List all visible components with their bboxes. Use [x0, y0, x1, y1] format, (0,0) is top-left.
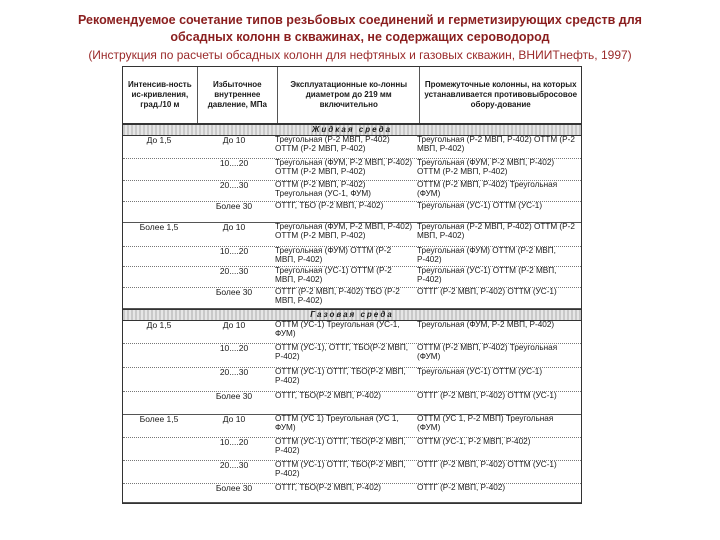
curvature-cell [123, 484, 195, 502]
intermediate-casing-cell: Треугольная (УС-1) ОТТМ (УС-1) [417, 201, 543, 210]
header-intermediate-casing: Промежуточные колонны, на которых устанавливается противовыбросовое обору-дование [424, 80, 578, 109]
pressure-cell: 10....20 [219, 437, 249, 447]
table-row [123, 288, 581, 309]
table-row [123, 368, 581, 392]
pressure-cell: До 10 [222, 320, 246, 330]
intermediate-casing-cell: ОТТГ (Р-2 МВП, Р-402) ОТТМ (УС-1) [417, 460, 557, 469]
curvature-cell [123, 267, 195, 287]
curvature-cell: До 1,5 [146, 320, 172, 330]
pressure-cell: 10....20 [219, 343, 249, 353]
curvature-cell [123, 247, 195, 266]
production-casing-cell: Треугольная (ФУМ) ОТТМ (Р-2 МВП, Р-402) [275, 246, 392, 264]
intermediate-casing-cell: Треугольная (ФУМ, Р-2 МВП, Р-402) [417, 320, 555, 329]
curvature-cell [123, 344, 195, 367]
intermediate-casing-cell: Треугольная (ФУМ, Р-2 МВП, Р-402) ОТТМ (Р-2 МВП, Р-402) [417, 158, 555, 176]
production-casing-cell: Треугольная (Р-2 МВП, Р-402) ОТТМ (Р-2 МВП, Р-402) [275, 135, 390, 153]
production-casing-cell: ОТТМ (УС-1) Треугольная (УС-1, ФУМ) [275, 320, 400, 338]
title-line-2: обсадных колонн в скважинах, не содержащих сероводород [170, 30, 550, 44]
intermediate-casing-cell: ОТТМ (УС 1, Р-2 МВП) Треугольная (ФУМ) [417, 414, 554, 432]
production-casing-cell: ОТТМ (УС-1) ОТТГ, ТБО(Р-2 МВП, Р-402) [275, 460, 406, 478]
curvature-cell [123, 461, 195, 483]
production-casing-cell: Треугольная (ФУМ, Р-2 МВП, Р-402) ОТТМ (Р-2 МВП, Р-402) [275, 158, 413, 176]
intermediate-casing-cell: ОТТГ (Р-2 МВП, Р-402) ОТТМ (УС-1) [417, 287, 557, 296]
pressure-cell: 20....30 [219, 460, 249, 470]
intermediate-casing-cell: Треугольная (УС-1) ОТТМ (УС-1) [417, 367, 543, 376]
table-row [123, 415, 581, 438]
curvature-cell [123, 159, 195, 180]
production-casing-cell: ОТТМ (УС-1) ОТТГ, ТБО(Р-2 МВП, Р-402) [275, 437, 406, 455]
title-line-1: Рекомендуемое сочетание типов резьбовых соединений и герметизирующих средств для [78, 13, 642, 27]
table-row [123, 344, 581, 368]
curvature-cell [123, 181, 195, 201]
intermediate-casing-cell: Треугольная (ФУМ) ОТТМ (Р-2 МВП, Р-402) [417, 246, 556, 264]
table-row [123, 484, 581, 503]
curvature-cell: До 1,5 [146, 135, 172, 145]
pressure-cell: 10....20 [219, 246, 249, 256]
table-body [123, 124, 581, 503]
intermediate-casing-cell: Треугольная (Р-2 МВП, Р-402) ОТТМ (Р-2 МВП, Р-402) [417, 222, 575, 240]
pressure-cell: 20....30 [219, 266, 249, 276]
pressure-cell: 10....20 [219, 158, 249, 168]
table-row [123, 321, 581, 344]
table-row [123, 159, 581, 181]
table-row [123, 267, 581, 288]
production-casing-cell: ОТТГ, ТБО(Р-2 МВП, Р-402) [275, 391, 382, 400]
recommendation-table [122, 66, 582, 504]
curvature-cell [123, 202, 195, 222]
table-row [123, 181, 581, 202]
curvature-cell [123, 392, 195, 414]
production-casing-cell: ОТТГ, ТБО (Р-2 МВП, Р-402) [275, 201, 384, 210]
production-casing-cell: ОТТМ (УС-1), ОТТГ, ТБО(Р-2 МВП, Р-402) [275, 343, 409, 361]
pressure-cell: Более 30 [215, 201, 253, 211]
production-casing-cell: ОТТМ (Р-2 МВП, Р-402) Треугольная (УС-1, ФУМ) [275, 180, 371, 198]
production-casing-cell: Треугольная (ФУМ, Р-2 МВП, Р-402) ОТТМ (Р-2 МВП, Р-402) [275, 222, 413, 240]
pressure-cell: До 10 [222, 135, 246, 145]
intermediate-casing-cell: ОТТМ (Р-2 МВП, Р-402) Треугольная (ФУМ) [417, 343, 558, 361]
section-header: Жидкая среда [123, 124, 581, 136]
pressure-cell: Более 30 [215, 391, 253, 401]
curvature-cell [123, 288, 195, 308]
production-casing-cell: ОТТМ (УС 1) Треугольная (УС 1, ФУМ) [275, 414, 399, 432]
pressure-cell: Более 30 [215, 483, 253, 493]
pressure-cell: До 10 [222, 222, 246, 232]
table-row [123, 438, 581, 461]
intermediate-casing-cell: ОТТМ (УС-1, Р-2 МВП, Р-402) [417, 437, 531, 446]
curvature-cell: Более 1,5 [139, 222, 179, 232]
production-casing-cell: ОТТМ (УС-1) ОТТГ, ТБО(Р-2 МВП, Р-402) [275, 367, 406, 385]
section-header: Газовая среда [123, 309, 581, 321]
pressure-cell: 20....30 [219, 367, 249, 377]
table-row [123, 392, 581, 415]
intermediate-casing-cell: ОТТГ (Р-2 МВП, Р-402) ОТТМ (УС-1) [417, 391, 557, 400]
pressure-cell: До 10 [222, 414, 246, 424]
table-row [123, 202, 581, 223]
production-casing-cell: ОТТГ (Р-2 МВП, Р-402) ТБО (Р-2 МВП, Р-402) [275, 287, 400, 305]
header-curvature: Интенсив-ность ис-кривления, град./10 м [123, 67, 198, 123]
intermediate-casing-cell: ОТТМ (Р-2 МВП, Р-402) Треугольная (ФУМ) [417, 180, 558, 198]
table-row [123, 223, 581, 247]
table-row [123, 247, 581, 267]
table-row [123, 136, 581, 159]
production-casing-cell: Треугольная (УС-1) ОТТМ (Р-2 МВП, Р-402) [275, 266, 392, 284]
table-header [123, 67, 581, 124]
header-pressure: Избыточное внутреннее давление, МПа [198, 67, 278, 123]
intermediate-casing-cell: ОТТГ (Р-2 МВП, Р-402) [417, 483, 506, 492]
curvature-cell [123, 438, 195, 460]
header-production-casing: Эксплуатационные ко-лонны диаметром до 219 мм включительно [278, 67, 420, 123]
production-casing-cell: ОТТГ, ТБО(Р-2 МВП, Р-402) [275, 483, 382, 492]
intermediate-casing-cell: Треугольная (УС-1) ОТТМ (Р-2 МВП, Р-402) [417, 266, 557, 284]
curvature-cell [123, 368, 195, 391]
intermediate-casing-cell: Треугольная (Р-2 МВП, Р-402) ОТТМ (Р-2 МВП, Р-402) [417, 135, 575, 153]
page-subtitle: (Инструкция по расчеты обсадных колонн для нефтяных и газовых скважин, ВНИИТнефть, 1997) [88, 48, 632, 62]
table-row [123, 461, 581, 484]
curvature-cell: Более 1,5 [139, 414, 179, 424]
pressure-cell: Более 30 [215, 287, 253, 297]
page-title [20, 12, 700, 46]
pressure-cell: 20....30 [219, 180, 249, 190]
